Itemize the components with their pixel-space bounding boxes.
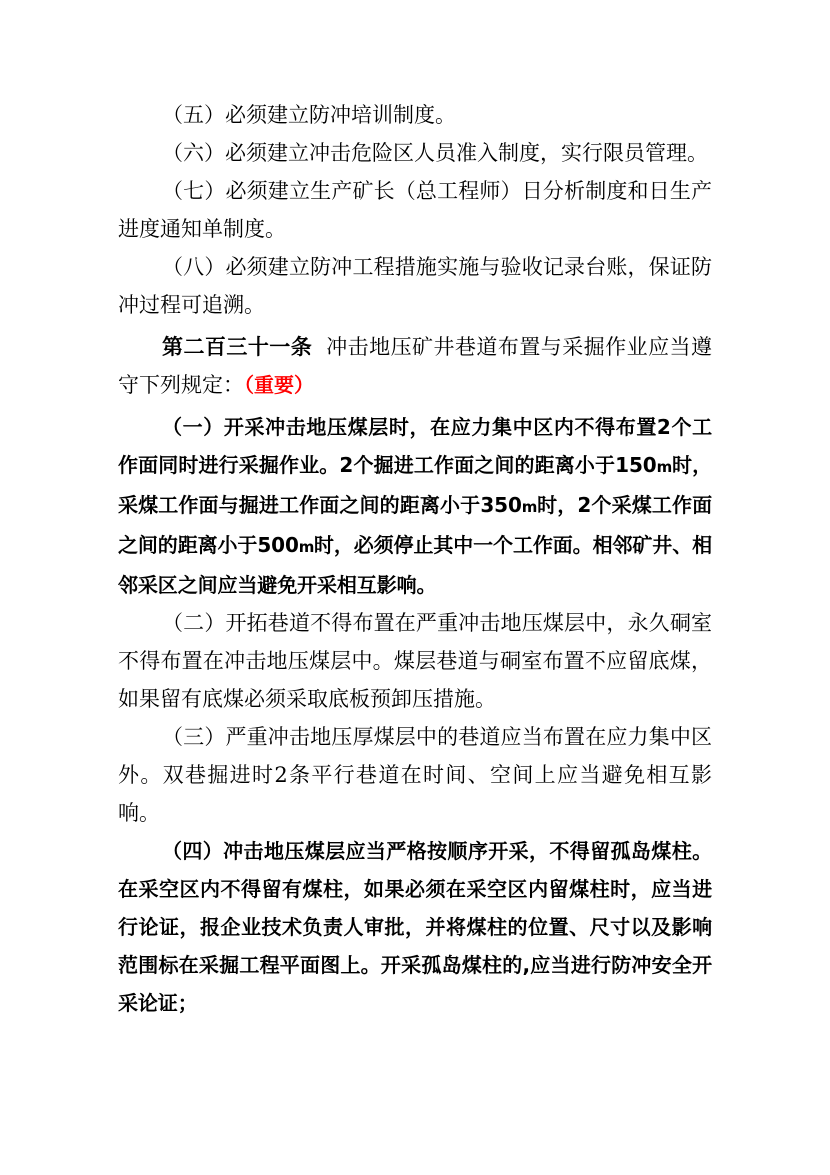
clause-paragraph-4: （四）冲击地压煤层应当严格按顺序开采，不得留孤岛煤柱。在采空区内不得留有煤柱，如果必须在采空区内留煤柱时，应当进行论证，报企业技术负责人审批，并将煤柱的位置、尺寸以及影响范围标在采掘工程平面图上。开采孤岛煤柱的,应当进行防冲安全开采论证；: [118, 839, 712, 1015]
clause-paragraph-8: （八）必须建立防冲工程措施实施与验收记录台账，保证防冲过程可追溯。: [118, 255, 712, 317]
clause-paragraph-5: （五）必须建立防冲培训制度。: [162, 103, 456, 127]
clause-paragraph-6: （六）必须建立冲击危险区人员准入制度，实行限员管理。: [162, 141, 708, 165]
clause-paragraph-2: （二）开拓巷道不得布置在严重冲击地压煤层中，永久硐室不得布置在冲击地压煤层中。煤层巷道与硐室布置不应留底煤，如果留有底煤必须采取底板预卸压措施。: [118, 611, 712, 711]
importance-marker: （重要）: [244, 373, 314, 397]
clause-paragraph-7: （七）必须建立生产矿长（总工程师）日分析制度和日生产进度通知单制度。: [118, 179, 712, 241]
unit-metre: m: [521, 498, 537, 516]
clause-paragraph-3: （三）严重冲击地压厚煤层中的巷道应当布置在应力集中区外。双巷掘进时2条平行巷道在时间、空间上应当避免相互影响。: [118, 725, 712, 825]
article-number: 第二百三十一条: [162, 335, 313, 359]
article-lead-text: 冲击地压矿井巷道布置与采掘作业应当遵守下列规定：: [118, 335, 713, 397]
clause-paragraph-1: （一）开采冲击地压煤层时，在应力集中区内不得布置2个工作面同时进行采掘作业。2个掘进工作面之间的距离小于150m时，采煤工作面与掘进工作面之间的距离小于350m时，2个采煤工作面之间的距离小于500m时，必须停止其中一个工作面。相邻矿井、相邻采区之间应当避免开采相互影响。: [118, 415, 713, 597]
unit-metre: m: [298, 538, 314, 556]
text-column: [118, 96, 712, 1022]
unit-metre: m: [656, 458, 672, 476]
article-heading-231: [118, 328, 712, 404]
